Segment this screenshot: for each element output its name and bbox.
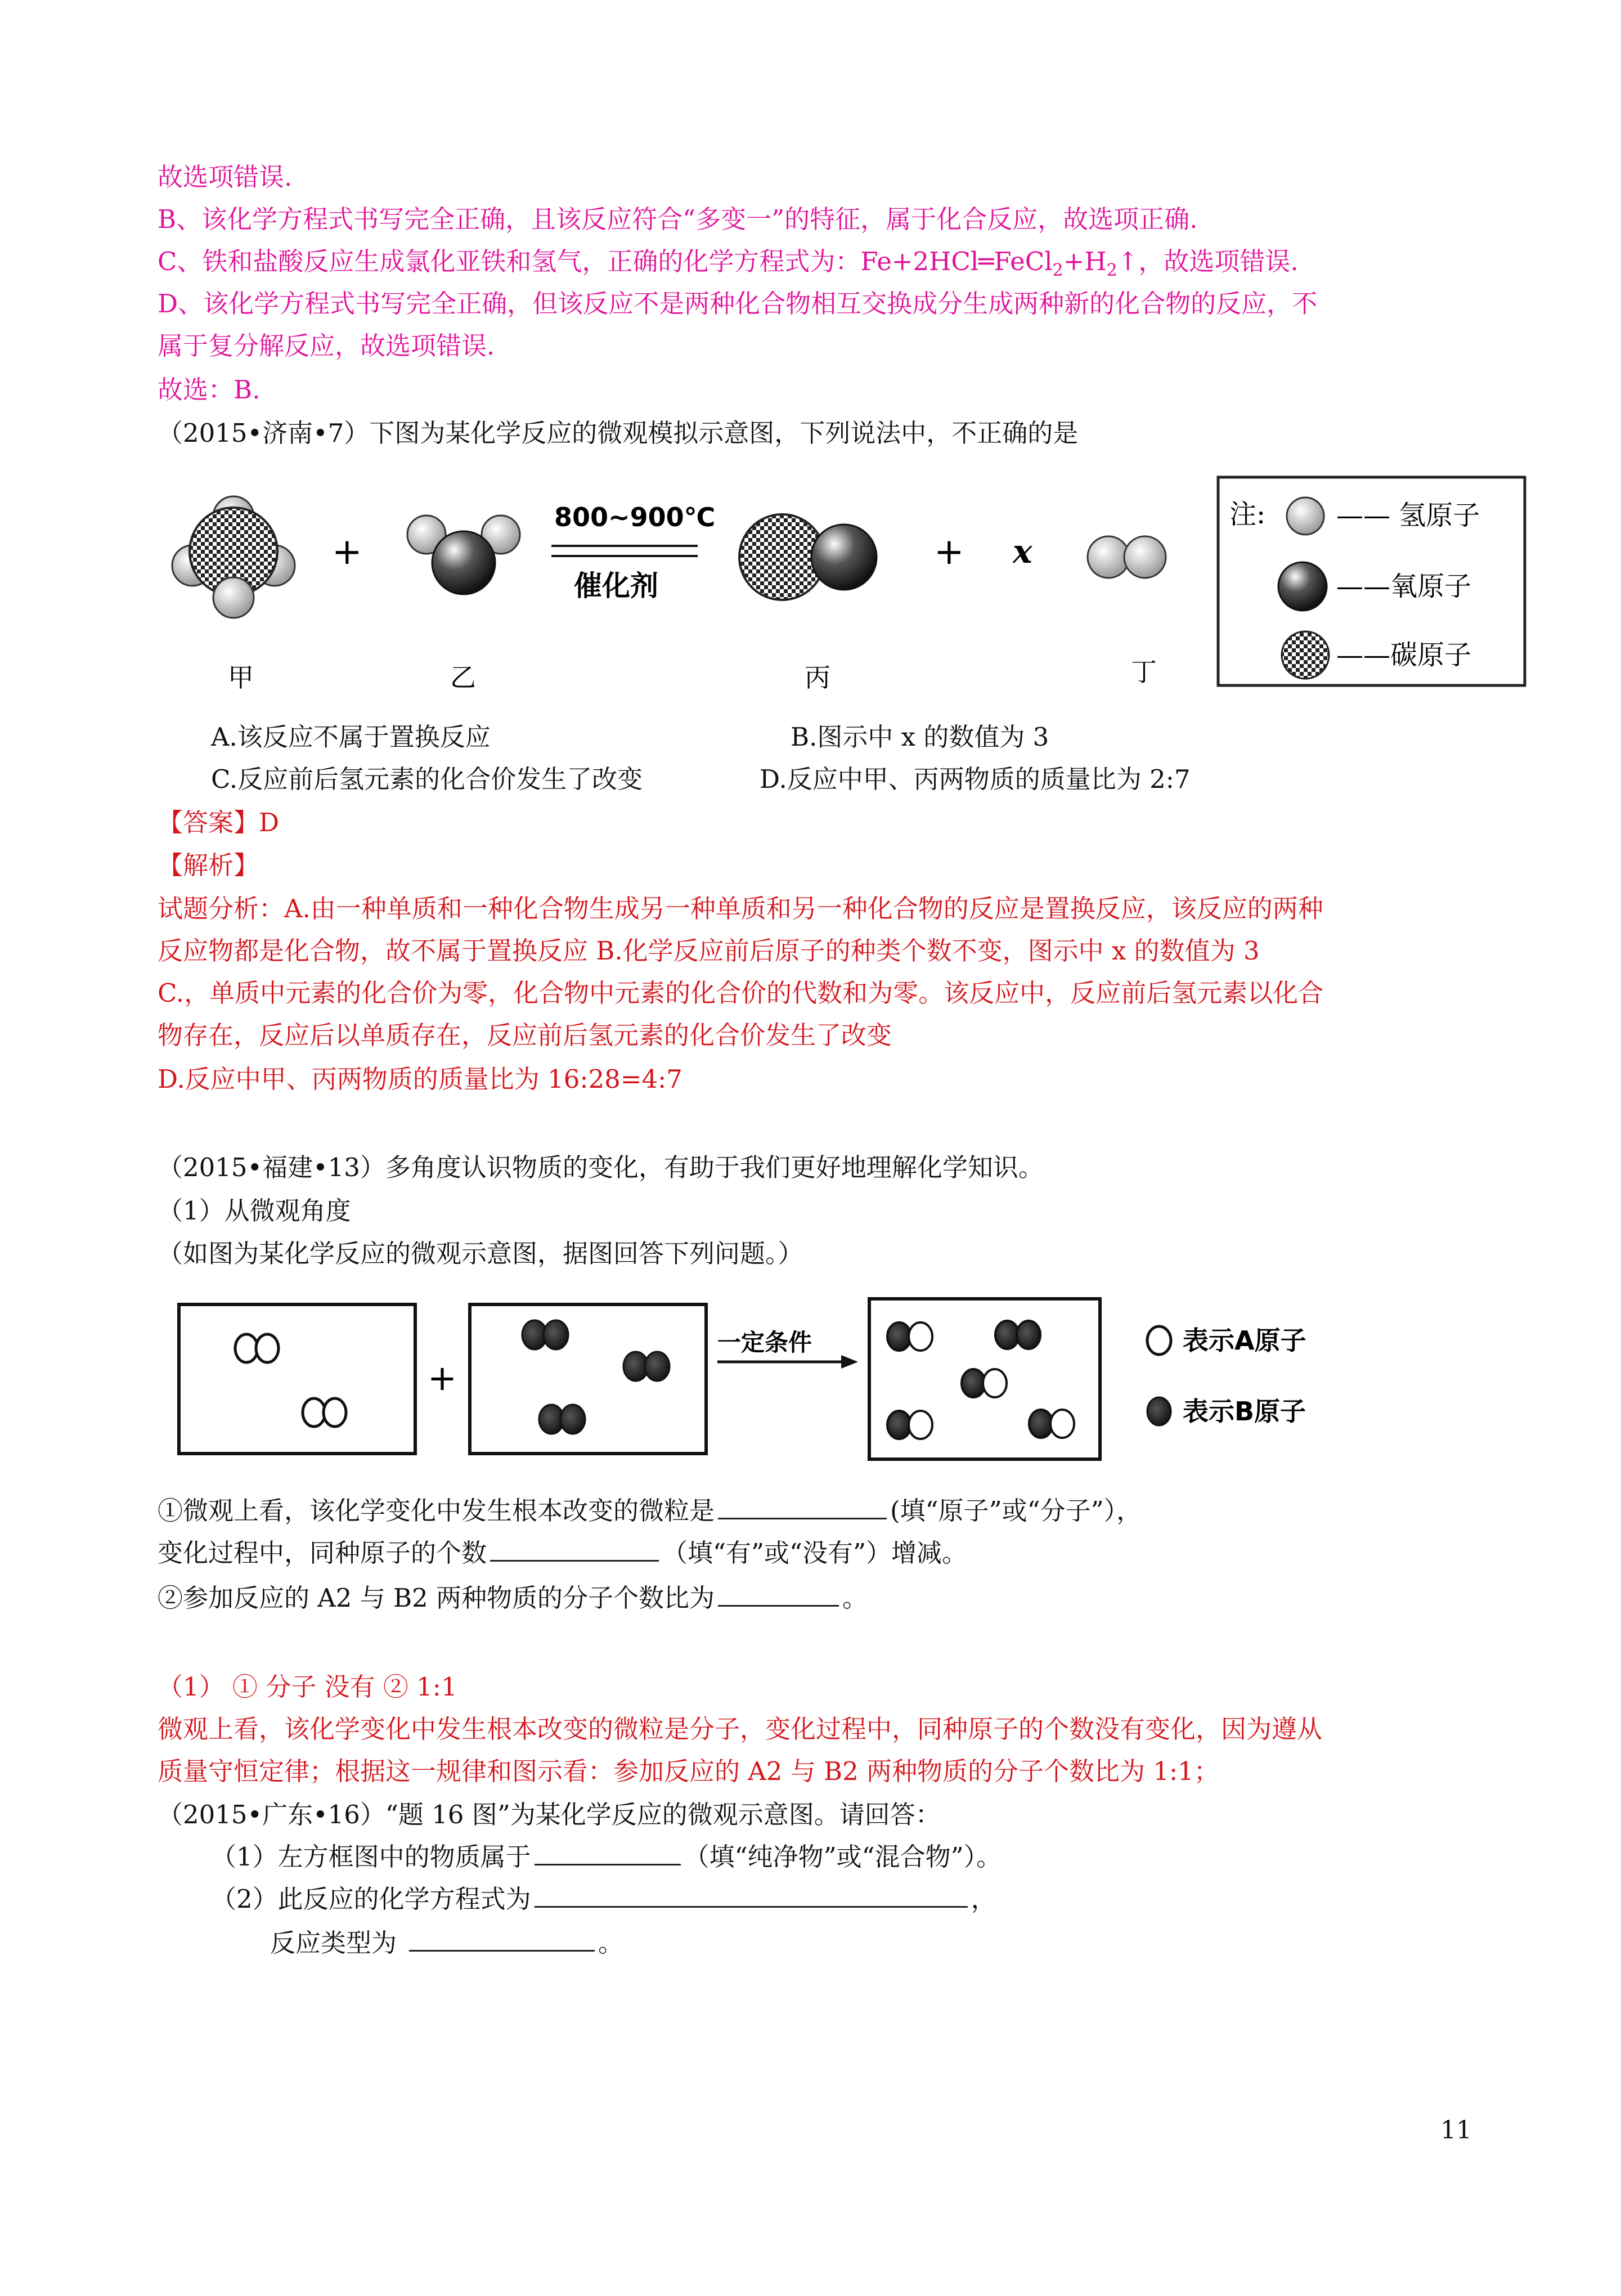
text-line: 故选项错误. — [158, 162, 293, 192]
subscript: 2 — [1052, 261, 1063, 280]
question-3-item — [211, 1840, 1002, 1874]
question-1: （2015•济南•7）下图为某化学反应的微观模拟示意图，下列说法中，不正确的是 — [158, 418, 1079, 448]
question-3-item — [211, 1882, 996, 1916]
text-line: 故选：B. — [158, 375, 261, 405]
label-yi: 乙 — [450, 662, 476, 693]
legend-note: 注: — [1229, 499, 1266, 530]
text-span: 。 — [598, 1928, 624, 1958]
question-3-item — [270, 1926, 623, 1960]
plus-sign: + — [428, 1357, 457, 1398]
answer-blank[interactable] — [409, 1927, 595, 1952]
hydrogen-atom-icon — [1287, 497, 1324, 535]
text-line — [158, 245, 1299, 288]
label-bing: 丙 — [805, 662, 830, 693]
label-jia: 甲 — [228, 662, 254, 693]
answer-blank[interactable] — [718, 1582, 839, 1607]
analysis-line: 物存在，反应后以单质存在，反应前后氢元素的化合价发生了改变 — [158, 1020, 892, 1050]
text-span: (填“原子”或“分子”）， — [890, 1496, 1142, 1526]
option-a: A.该反应不属于置换反应 — [211, 722, 491, 752]
reaction-condition: 800~900℃ — [554, 502, 716, 532]
analysis-line: D.反应中甲、丙两物质的质量比为 16:28=4:7 — [158, 1064, 682, 1094]
reaction-condition: 一定条件 — [717, 1329, 812, 1356]
answer-blank[interactable] — [490, 1537, 659, 1562]
plus-sign: + — [934, 531, 964, 573]
option-d: D.反应中甲、丙两物质的质量比为 2:7 — [760, 764, 1191, 794]
text-span: 变化过程中，同种原子的个数 — [158, 1538, 487, 1568]
text-span: 。 — [842, 1583, 868, 1613]
text-span: ②参加反应的 A2 与 B2 两种物质的分子个数比为 — [158, 1583, 715, 1613]
text-line: D、该化学方程式书写完全正确，但该反应不是两种化合物相互交换成分生成两种新的化合物的反应，不 — [158, 289, 1318, 319]
question-2-part: （如图为某化学反应的微观示意图，据图回答下列问题。） — [158, 1239, 803, 1268]
atom-a-icon — [1147, 1326, 1171, 1355]
analysis-line: C.，单质中元素的化合价为零，化合物中元素的化合价的代数和为零。该反应中，反应前后氢元素以化合 — [158, 978, 1324, 1008]
text-span: +H — [1063, 246, 1107, 276]
answer-blank[interactable] — [718, 1495, 887, 1519]
reactant-box-a2 — [179, 1304, 415, 1454]
question-2: （2015•福建•13）多角度认识物质的变化，有助于我们更好地理解化学知识。 — [158, 1153, 1044, 1182]
text-line: B、该化学方程式书写完全正确，且该反应符合“多变一”的特征，属于化合反应，故选项正确. — [158, 204, 1198, 234]
text-line: 属于复分解反应，故选项错误. — [158, 331, 495, 361]
text-span: ①微观上看，该化学变化中发生根本改变的微粒是 — [158, 1496, 715, 1526]
oxygen-atom-icon — [1278, 562, 1327, 611]
text-span: （2）此反应的化学方程式为 — [211, 1884, 531, 1914]
carbon-atom-icon — [1282, 631, 1329, 679]
plus-sign: + — [332, 531, 362, 573]
legend-atom-a: 表示A原子 — [1183, 1325, 1306, 1356]
water-molecule — [407, 515, 520, 594]
co-molecule — [739, 514, 877, 600]
analysis-tag: 【解析】 — [158, 850, 259, 880]
answer-blank[interactable] — [535, 1841, 681, 1866]
question-3: （2015•广东•16）“题 16 图”为某化学反应的微观示意图。请回答： — [158, 1800, 941, 1829]
question-2-part: （1）从微观角度 — [158, 1196, 351, 1226]
coefficient-x: x — [1013, 532, 1032, 571]
page-number: 11 — [1440, 2116, 1472, 2145]
legend-carbon: ——碳原子 — [1336, 639, 1472, 671]
option-c: C.反应前后氢元素的化合价发生了改变 — [211, 764, 643, 794]
question-2-item — [158, 1581, 868, 1615]
h2-molecule — [1088, 536, 1166, 578]
answer-tag: 【答案】D — [158, 808, 280, 837]
text-span: ↑，故选项错误. — [1117, 246, 1299, 276]
legend-hydrogen: —— 氢原子 — [1336, 500, 1480, 531]
legend-oxygen: ——氧原子 — [1336, 571, 1472, 602]
text-span: C、铁和盐酸反应生成氯化亚铁和氢气，正确的化学方程式为：Fe+2HCl═FeCl — [158, 246, 1053, 276]
text-span: （填“纯净物”或“混合物”）。 — [684, 1842, 1002, 1872]
reactant-box-b2 — [470, 1304, 706, 1454]
text-span: ， — [971, 1884, 996, 1914]
analysis-line: 反应物都是化合物，故不属于置换反应 B.化学反应前后原子的种类个数不变，图示中 x 的数值为 3 — [158, 936, 1260, 966]
methane-molecule — [172, 496, 295, 618]
atom-b-icon — [1147, 1397, 1171, 1425]
question-2-item — [158, 1494, 1142, 1528]
subscript: 2 — [1106, 261, 1117, 280]
analysis-line: 试题分析：A.由一种单质和一种化合物生成另一种单质和另一种化合物的反应是置换反应，该反应的两种 — [158, 894, 1323, 923]
catalyst-label: 催化剂 — [574, 569, 658, 602]
text-span: 反应类型为 — [270, 1928, 397, 1958]
answer-line: （1） ① 分子 没有 ② 1:1 — [158, 1672, 457, 1702]
answer-blank[interactable] — [535, 1884, 968, 1908]
question-2-item — [158, 1536, 967, 1570]
option-b: B.图示中 x 的数值为 3 — [791, 722, 1049, 752]
label-ding: 丁 — [1131, 657, 1157, 687]
reaction-figure-2 — [163, 1294, 1390, 1469]
text-span: （填“有”或“没有”）增减。 — [662, 1538, 968, 1568]
legend-atom-b: 表示B原子 — [1183, 1396, 1306, 1427]
reaction-figure-1 — [158, 467, 1530, 698]
answer-line: 微观上看，该化学变化中发生根本改变的微粒是分子，变化过程中，同种原子的个数没有变化，因为遵从 — [158, 1714, 1323, 1744]
answer-line: 质量守恒定律；根据这一规律和图示看：参加反应的 A2 与 B2 两种物质的分子个数比为 1:1； — [158, 1756, 1219, 1786]
text-span: （1）左方框图中的物质属于 — [211, 1842, 531, 1872]
